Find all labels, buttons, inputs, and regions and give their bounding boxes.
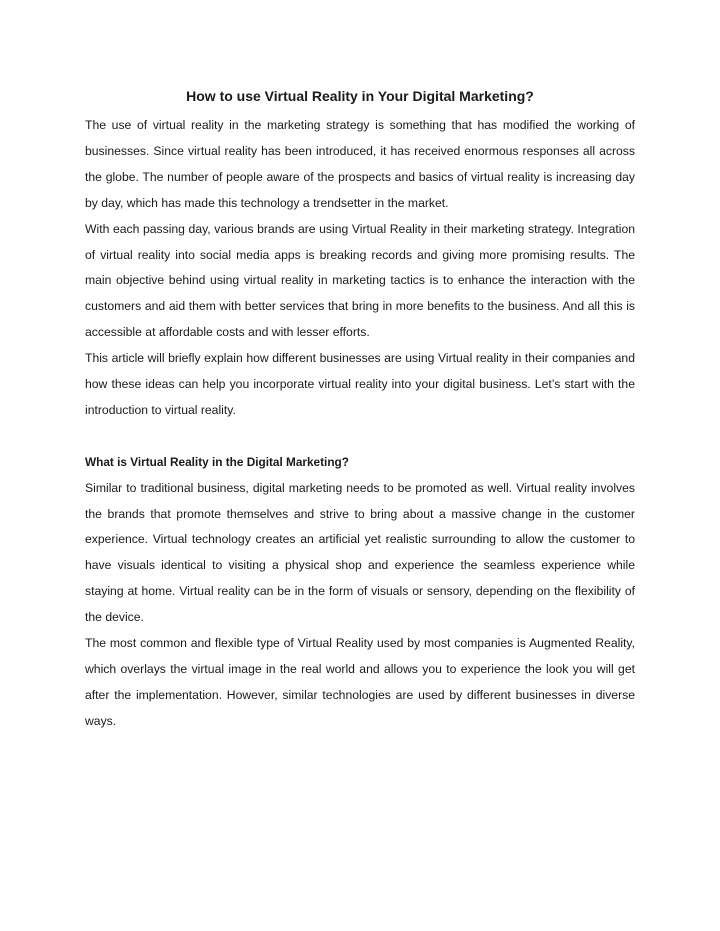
section-paragraph-1: Similar to traditional business, digital marketing needs to be promoted as well. Virtual reality involves the brands that promote themselves and strive to bring about a massive change in the customer experience. Virtual technology creates an artificial yet realistic surrounding to allow the customer to have visuals identical to visiting a physical shop and experience the seamless experience while staying at home. Virtual reality can be in the form of visuals or sensory, depending on the flexibility of the device. xyxy=(85,480,635,625)
intro-paragraph-1: The use of virtual reality in the marketing strategy is something that has modified the working of businesses. Since virtual reality has been introduced, it has received enormous responses all across the globe. The number of people aware of the prospects and basics of virtual reality is increasing day by day, which has made this technology a trendsetter in the market. xyxy=(85,118,635,210)
section-heading: What is Virtual Reality in the Digital Marketing? xyxy=(85,454,349,469)
section-paragraph-2: The most common and flexible type of Virtual Reality used by most companies is Augmented Reality, which overlays the virtual image in the real world and allows you to experience the look you will get after the implementation. However, similar technologies are used by different businesses in diverse ways. xyxy=(85,636,635,728)
document-title: How to use Virtual Reality in Your Digital Marketing? xyxy=(186,88,534,104)
paragraph-gap xyxy=(85,424,635,450)
intro-paragraph-3: This article will briefly explain how different businesses are using Virtual reality in their companies and how these ideas can help you incorporate virtual reality into your digital business. Let’s start with the introduction to virtual reality. xyxy=(85,351,635,417)
document-body xyxy=(85,113,635,735)
intro-paragraph-2: With each passing day, various brands are using Virtual Reality in their marketing strategy. Integration of virtual reality into social media apps is breaking records and giving more promising results. The main objective behind using virtual reality in marketing tactics is to enhance the interaction with the customers and aid them with better services that bring in more benefits to the business. And all this is accessible at affordable costs and with lesser efforts. xyxy=(85,221,635,340)
